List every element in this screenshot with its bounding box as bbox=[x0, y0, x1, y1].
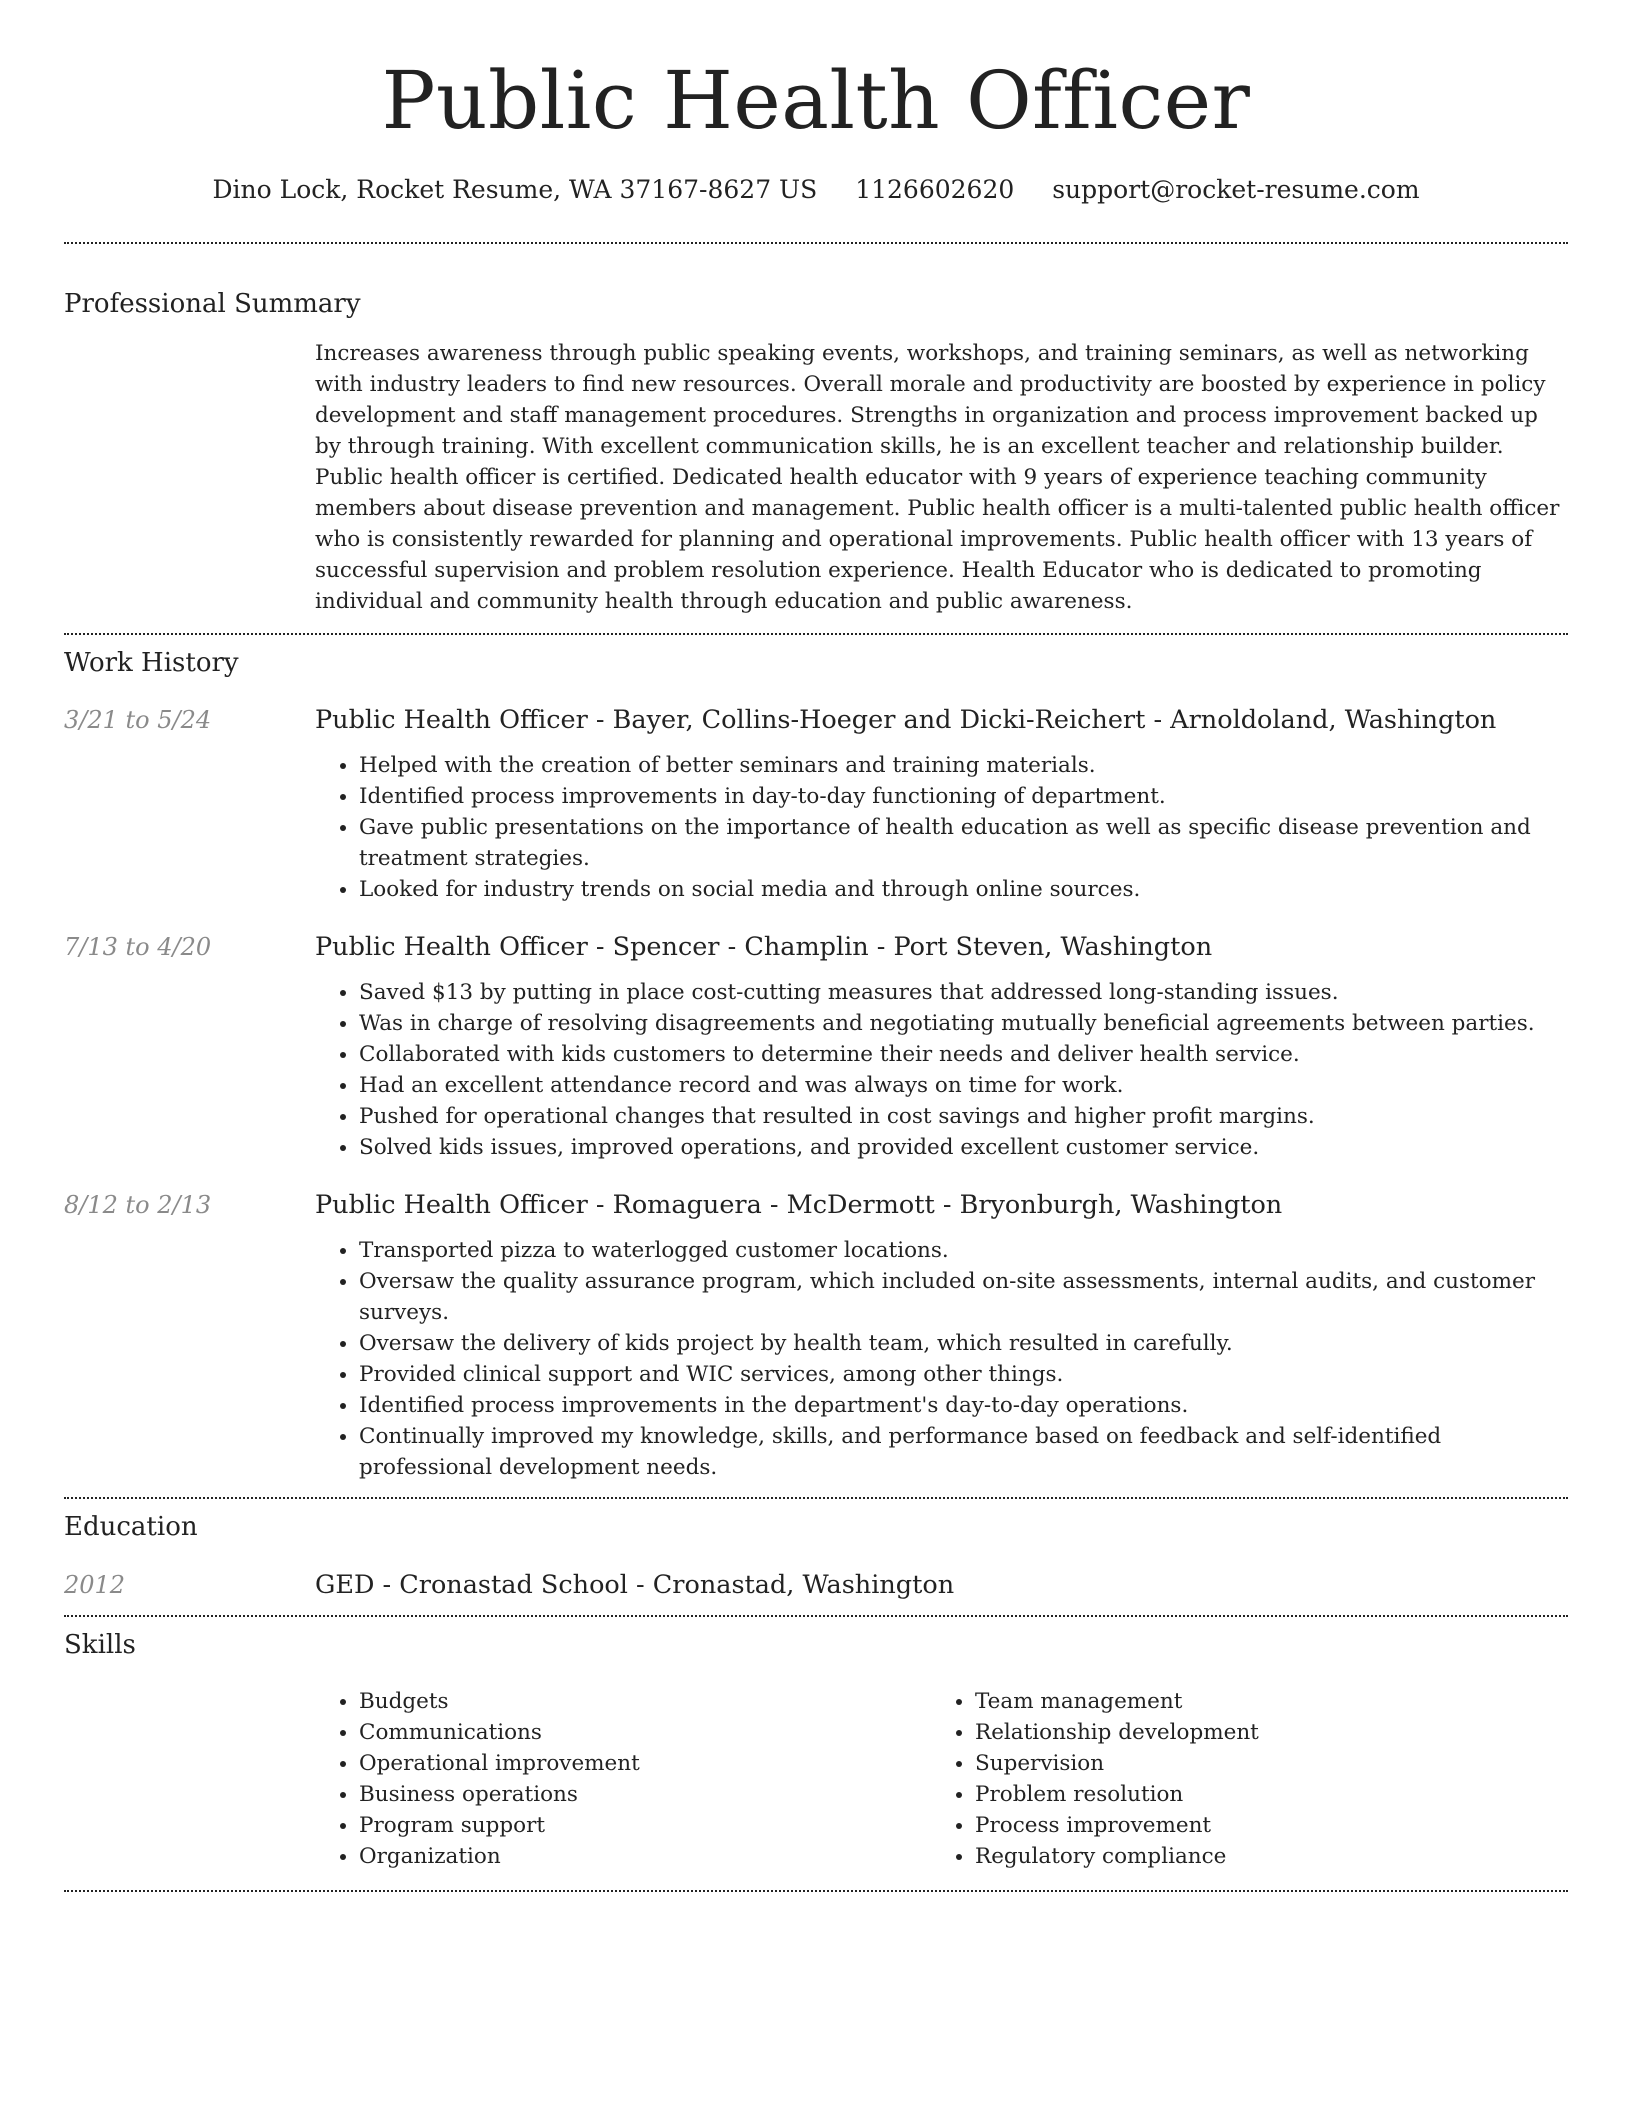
list-item: • Looked for industry trends on social media and through online sources. bbox=[359, 874, 1568, 905]
divider bbox=[64, 1890, 1568, 1892]
list-item: • Provided clinical support and WIC services, among other things. bbox=[359, 1359, 1568, 1390]
job-entry bbox=[64, 930, 1568, 1163]
summary-text: Increases awareness through public speaking events, workshops, and training seminars, as well as networking with industry leaders to find new resources. Overall morale and productivity are boosted by experience in policy development and staff management procedures. Strengths in organization and process improvement backed up by through training. With excellent communication skills, he is an excellent teacher and relationship builder. Public health officer is certified. Dedicated health educator with 9 years of experience teaching community members about disease prevention and management. Public health officer is a multi-talented public health officer who is consistently rewarded for planning and operational improvements. Public health officer with 13 years of successful supervision and problem resolution experience. Health Educator who is dedicated to promoting individual and community health through education and public awareness. bbox=[315, 341, 1560, 614]
job-entry bbox=[64, 703, 1568, 905]
list-item: • Helped with the creation of better seminars and training materials. bbox=[359, 750, 1568, 781]
education-heading: Education bbox=[64, 1512, 198, 1542]
skill-item: • Communications bbox=[359, 1717, 931, 1748]
list-item: • Was in charge of resolving disagreements and negotiating mutually beneficial agreements between parties. bbox=[359, 1008, 1568, 1039]
list-item: • Identified process improvements in day-to-day functioning of department. bbox=[359, 781, 1568, 812]
contact-address: Dino Lock, Rocket Resume, WA 37167-8627 US bbox=[212, 175, 818, 204]
job-heading: Public Health Officer - Romaguera - McDermott - Bryonburgh, Washington bbox=[315, 1190, 1283, 1220]
education-section bbox=[64, 1499, 1568, 1615]
list-item: • Oversaw the quality assurance program, which included on-site assessments, internal audits, and customer surveys. bbox=[359, 1266, 1568, 1328]
skill-item: • Business operations bbox=[359, 1779, 931, 1810]
skill-item: • Relationship development bbox=[975, 1717, 1547, 1748]
skills-list-right bbox=[931, 1686, 1547, 1872]
list-item: • Continually improved my knowledge, skills, and performance based on feedback and self-identified professional development needs. bbox=[359, 1421, 1568, 1483]
job-dates: 3/21 to 5/24 bbox=[64, 706, 212, 734]
skill-item: • Operational improvement bbox=[359, 1748, 931, 1779]
contact-email: support@rocket-resume.com bbox=[1052, 175, 1420, 204]
job-heading: Public Health Officer - Spencer - Champlin - Port Steven, Washington bbox=[315, 932, 1213, 962]
skills-section bbox=[64, 1617, 1568, 1890]
summary-section bbox=[64, 244, 1568, 633]
list-item: • Pushed for operational changes that resulted in cost savings and higher profit margins. bbox=[359, 1101, 1568, 1132]
job-dates: 8/12 to 2/13 bbox=[64, 1191, 212, 1219]
skills-list-left bbox=[315, 1686, 931, 1872]
work-history-heading: Work History bbox=[64, 648, 239, 678]
job-dates: 7/13 to 4/20 bbox=[64, 933, 212, 961]
skill-item: • Team management bbox=[975, 1686, 1547, 1717]
skill-item: • Organization bbox=[359, 1841, 931, 1872]
skills-heading: Skills bbox=[64, 1630, 136, 1660]
list-item: • Oversaw the delivery of kids project by health team, which resulted in carefully. bbox=[359, 1328, 1568, 1359]
skill-item: • Regulatory compliance bbox=[975, 1841, 1547, 1872]
job-heading: Public Health Officer - Bayer, Collins-Hoeger and Dicki-Reichert - Arnoldoland, Washington bbox=[315, 705, 1497, 735]
skill-item: • Process improvement bbox=[975, 1810, 1547, 1841]
education-entry bbox=[64, 1568, 1568, 1615]
list-item: • Gave public presentations on the importance of health education as well as specific disease prevention and treatment strategies. bbox=[359, 812, 1568, 874]
skill-item: • Supervision bbox=[975, 1748, 1547, 1779]
contact-phone: 1126602620 bbox=[855, 175, 1015, 204]
list-item: • Collaborated with kids customers to determine their needs and deliver health service. bbox=[359, 1039, 1568, 1070]
contact-line bbox=[64, 174, 1568, 206]
job-entry bbox=[64, 1188, 1568, 1483]
list-item: • Transported pizza to waterlogged customer locations. bbox=[359, 1235, 1568, 1266]
list-item: • Saved $13 by putting in place cost-cutting measures that addressed long-standing issues. bbox=[359, 977, 1568, 1008]
skill-item: • Problem resolution bbox=[975, 1779, 1547, 1810]
skill-item: • Program support bbox=[359, 1810, 931, 1841]
resume-title: Public Health Officer bbox=[381, 54, 1251, 147]
list-item: • Had an excellent attendance record and was always on time for work. bbox=[359, 1070, 1568, 1101]
list-item: • Identified process improvements in the department's day-to-day operations. bbox=[359, 1390, 1568, 1421]
job-bullets bbox=[315, 977, 1568, 1163]
skill-item: • Budgets bbox=[359, 1686, 931, 1717]
education-year: 2012 bbox=[64, 1571, 126, 1599]
job-bullets bbox=[315, 1235, 1568, 1483]
summary-heading: Professional Summary bbox=[64, 289, 361, 319]
education-detail: GED - Cronastad School - Cronastad, Washington bbox=[315, 1570, 955, 1600]
work-history-section bbox=[64, 635, 1568, 1497]
list-item: • Solved kids issues, improved operations, and provided excellent customer service. bbox=[359, 1132, 1568, 1163]
job-bullets bbox=[315, 750, 1568, 905]
